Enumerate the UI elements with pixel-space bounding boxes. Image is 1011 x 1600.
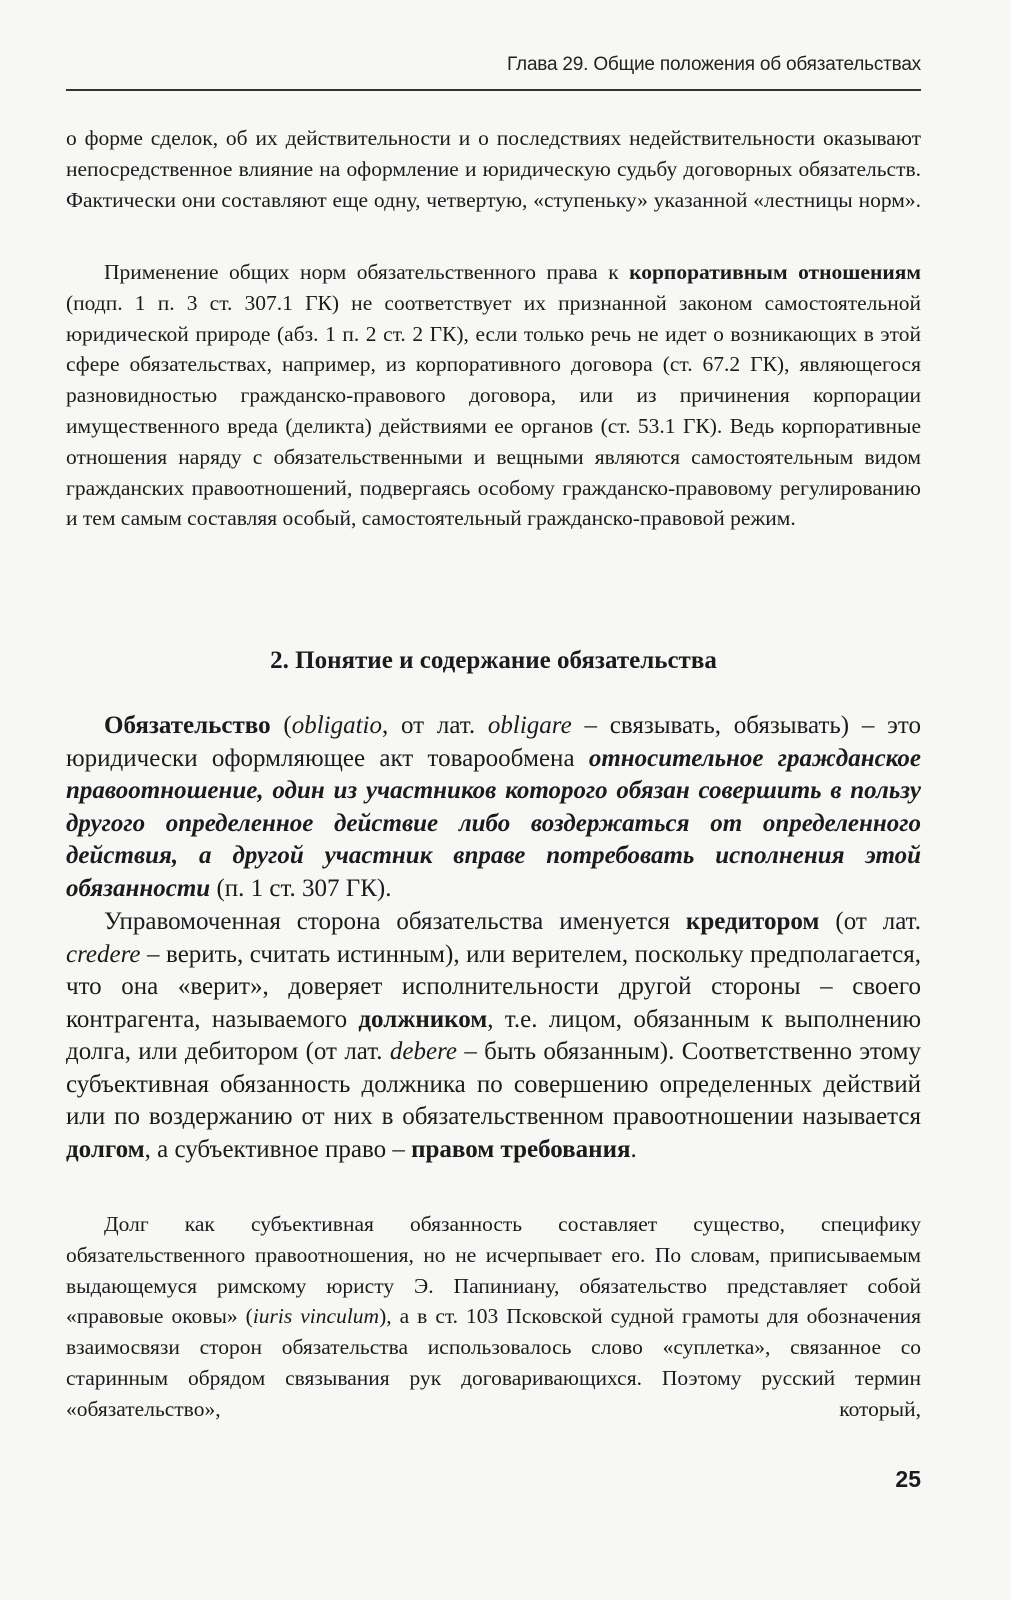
text: ), а в ст. 103 Псковской судной грамоты для обозначения взаимосвязи сторон обязательства использовалось слово «суплетка», связанное со старинным обрядом связывания рук договаривающихся. Поэтому русский термин «обязательство», который, (66, 1304, 921, 1421)
text: Долг как субъективная обязанность составляет существо, специфику обязательственного правоотношения, но не исчерпывает его. По словам, приписываемым выдающемуся римскому юристу Э. Папиниану, обязательство представляет собой «правовые оковы» ( (66, 1212, 921, 1329)
term-creditor: кредитором (685, 908, 820, 935)
latin-term: iuris vinculum (252, 1304, 380, 1329)
text: – связывать, обязывать) – это юридически оформляющее акт товарообмена (66, 712, 921, 772)
paragraph-creditor-debtor (66, 906, 921, 1166)
text: Применение общих норм обязательственного права к (104, 260, 630, 284)
text: (подп. 1 п. 3 ст. 307.1 ГК) не соответствует их признанной законом самостоятельной юридической природе (абз. 1 п. 2 ст. 2 ГК), если только речь не идет о возникающих в этой сфере обязательствах, например, из корпоративного договора (ст. 67.2 ГК), являющегося разновидностью гражданско-правового договора, или из причинения корпорации имущественного вреда (деликта) действиями ее органов (ст. 53.1 ГК). Ведь корпоративные отношения наряду с обязательственными и вещными являются самостоятельным видом гражданских правоотношений, подвергаясь особому гражданско-правовому регулированию и тем самым составляя особый, самостоятельный гражданско-правовой режим. (66, 290, 921, 531)
text: (от лат. (819, 908, 921, 935)
text: – верить, считать истинным), или верителем, поскольку предполагается, что она «верит», доверяет исполнительности другой стороны – своего контрагента, называемого (66, 940, 921, 1033)
paragraph-debt-essence (66, 1209, 921, 1425)
term-corporate-relations: корпоративным отношениям (629, 260, 921, 284)
latin-term: debere (389, 1038, 457, 1065)
term-debtor: должником (358, 1005, 488, 1033)
book-page (66, 0, 921, 1600)
latin-term: obligare (487, 712, 572, 739)
page-number: 25 (895, 1466, 921, 1492)
text: , от лат. (381, 712, 488, 739)
text: (п. 1 ст. 307 ГК). (210, 874, 392, 902)
text: , а субъективное право – (144, 1135, 412, 1163)
text: Управомоченная сторона обязательства именуется (104, 908, 686, 935)
term-right-of-claim: правом требования (411, 1135, 631, 1163)
text: . (630, 1135, 637, 1163)
term-debt: долгом (66, 1135, 145, 1163)
paragraph-corporate-relations (66, 257, 921, 534)
paragraph-continuation: о форме сделок, об их действительности и о последствиях недействительности оказывают непосредственное влияние на оформление и юридическую судьбу договорных обязательств. Фактически они составляют еще одну, четвертую, «ступеньку» указанной «лестницы норм». (66, 126, 921, 212)
latin-term: credere (66, 940, 141, 968)
section-heading: 2. Понятие и содержание обязательства (270, 647, 717, 674)
text: – быть обязанным). Соответственно этому субъективная обязанность должника по совершению определенных действий или по воздержанию от них в обязательственном правоотношении называется (66, 1038, 921, 1130)
header-rule (66, 89, 921, 91)
definition-emphasis: относительное гражданское правоотношение, один из участников которого обязан совершить в пользу другого определенное действие либо воздержаться от определенного действия, а другой участник вправе потребовать исполнения этой обязанности (66, 744, 921, 902)
term-obligation: Обязательство (104, 712, 271, 739)
paragraph-obligation-definition (66, 710, 921, 905)
running-header: Глава 29. Общие положения об обязательствах (507, 54, 921, 75)
latin-term: obligatio (291, 712, 382, 739)
text: ( (270, 712, 292, 739)
text: , т.е. лицом, обязанным к выполнению долга, или дебитором (от лат. (66, 1005, 921, 1065)
